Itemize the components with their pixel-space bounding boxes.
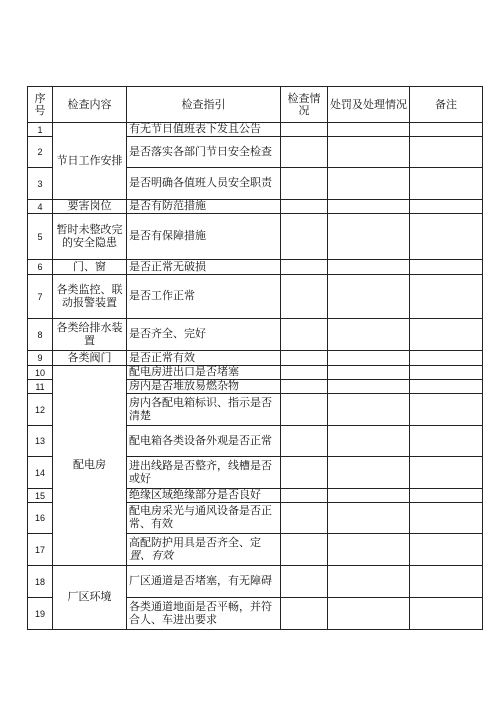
status-cell[interactable] — [281, 137, 328, 168]
action-cell[interactable] — [328, 534, 410, 566]
action-cell[interactable] — [328, 137, 410, 168]
category-cell: 要害岗位 — [53, 200, 127, 214]
table-row — [28, 366, 483, 380]
guide-cell: 配电箱各类设备外观是否正常 — [127, 426, 281, 457]
guide-cell: 进出线路是否整齐，线槽是否或好 — [127, 457, 281, 489]
action-cell[interactable] — [328, 394, 410, 426]
remark-cell[interactable] — [410, 489, 483, 503]
status-cell[interactable] — [281, 351, 328, 366]
status-cell[interactable] — [281, 214, 328, 260]
status-cell[interactable] — [281, 534, 328, 566]
status-cell[interactable] — [281, 260, 328, 275]
table-row — [28, 566, 483, 598]
action-cell[interactable] — [328, 426, 410, 457]
guide-cell: 绝缘区域绝缘部分是否良好 — [127, 489, 281, 503]
header-row — [28, 87, 483, 123]
row-number: 17 — [28, 534, 53, 566]
row-number: 10 — [28, 366, 53, 380]
remark-cell[interactable] — [410, 275, 483, 319]
guide-cell: 房内是否堆放易燃杂物 — [127, 380, 281, 394]
inspection-checklist-table — [27, 86, 483, 630]
remark-cell[interactable] — [410, 598, 483, 630]
table-row — [28, 123, 483, 137]
status-cell[interactable] — [281, 168, 328, 200]
row-number: 6 — [28, 260, 53, 275]
status-cell[interactable] — [281, 275, 328, 319]
guide-cell: 房内各配电箱标识、指示是否清楚 — [127, 394, 281, 426]
action-cell[interactable] — [328, 366, 410, 380]
action-cell[interactable] — [328, 319, 410, 351]
row-number: 19 — [28, 598, 53, 630]
remark-cell[interactable] — [410, 200, 483, 214]
remark-cell[interactable] — [410, 534, 483, 566]
remark-cell[interactable] — [410, 426, 483, 457]
guide-text: 高配防护用具是否齐全、定 — [129, 536, 261, 549]
action-cell[interactable] — [328, 214, 410, 260]
table-row — [28, 214, 483, 260]
action-cell[interactable] — [328, 566, 410, 598]
category-cell: 厂区环境 — [53, 566, 127, 630]
guide-cell: 配电房进出口是否堵塞 — [127, 366, 281, 380]
table-row — [28, 260, 483, 275]
status-cell[interactable] — [281, 566, 328, 598]
guide-cell: 是否齐全、完好 — [127, 319, 281, 351]
action-cell[interactable] — [328, 260, 410, 275]
remark-cell[interactable] — [410, 380, 483, 394]
action-cell[interactable] — [328, 168, 410, 200]
guide-cell — [127, 534, 281, 566]
status-cell[interactable] — [281, 426, 328, 457]
status-cell[interactable] — [281, 489, 328, 503]
header-status: 检查情况 — [281, 87, 328, 123]
action-cell[interactable] — [328, 598, 410, 630]
row-number: 1 — [28, 123, 53, 137]
row-number: 9 — [28, 351, 53, 366]
guide-cell: 是否落实各部门节日安全检查 — [127, 137, 281, 168]
status-cell[interactable] — [281, 319, 328, 351]
guide-cell: 是否有防范措施 — [127, 200, 281, 214]
remark-cell[interactable] — [410, 566, 483, 598]
status-cell[interactable] — [281, 366, 328, 380]
status-cell[interactable] — [281, 380, 328, 394]
table-row — [28, 319, 483, 351]
row-number: 16 — [28, 503, 53, 534]
remark-cell[interactable] — [410, 123, 483, 137]
remark-cell[interactable] — [410, 319, 483, 351]
action-cell[interactable] — [328, 275, 410, 319]
header-guide: 检查指引 — [127, 87, 281, 123]
header-remark: 备注 — [410, 87, 483, 123]
remark-cell[interactable] — [410, 351, 483, 366]
status-cell[interactable] — [281, 394, 328, 426]
row-number: 12 — [28, 394, 53, 426]
header-content: 检查内容 — [53, 87, 127, 123]
category-cell: 暂时未整改完的安全隐患 — [53, 214, 127, 260]
action-cell[interactable] — [328, 123, 410, 137]
row-number: 14 — [28, 457, 53, 489]
guide-cell: 是否正常无破损 — [127, 260, 281, 275]
guide-cell: 是否明确各值班人员安全职责 — [127, 168, 281, 200]
guide-cell: 是否有保障措施 — [127, 214, 281, 260]
category-cell: 各类给排水装置 — [53, 319, 127, 351]
guide-cell: 厂区通道是否堵塞，有无障碍 — [127, 566, 281, 598]
table-row — [28, 200, 483, 214]
status-cell[interactable] — [281, 457, 328, 489]
category-cell: 节日工作安排 — [53, 123, 127, 200]
row-number: 2 — [28, 137, 53, 168]
remark-cell[interactable] — [410, 260, 483, 275]
remark-cell[interactable] — [410, 168, 483, 200]
remark-cell[interactable] — [410, 457, 483, 489]
row-number: 15 — [28, 489, 53, 503]
action-cell[interactable] — [328, 457, 410, 489]
row-number: 8 — [28, 319, 53, 351]
status-cell[interactable] — [281, 200, 328, 214]
category-cell: 配电房 — [53, 366, 127, 566]
action-cell[interactable] — [328, 351, 410, 366]
remark-cell[interactable] — [410, 503, 483, 534]
table-row — [28, 351, 483, 366]
remark-cell[interactable] — [410, 214, 483, 260]
action-cell[interactable] — [328, 200, 410, 214]
status-cell[interactable] — [281, 123, 328, 137]
action-cell[interactable] — [328, 380, 410, 394]
guide-text-italic: 置、有效 — [129, 549, 173, 562]
row-number: 4 — [28, 200, 53, 214]
row-number: 18 — [28, 566, 53, 598]
remark-cell[interactable] — [410, 137, 483, 168]
row-number: 3 — [28, 168, 53, 200]
status-cell[interactable] — [281, 598, 328, 630]
row-number: 13 — [28, 426, 53, 457]
row-number: 7 — [28, 275, 53, 319]
guide-cell: 配电房采光与通风设备是否正常、有效 — [127, 503, 281, 534]
row-number: 11 — [28, 380, 53, 394]
status-cell[interactable] — [281, 503, 328, 534]
row-number: 5 — [28, 214, 53, 260]
category-cell: 各类阀门 — [53, 351, 127, 366]
category-cell: 各类监控、联动报警装置 — [53, 275, 127, 319]
guide-cell: 是否正常有效 — [127, 351, 281, 366]
action-cell[interactable] — [328, 503, 410, 534]
guide-cell: 有无节日值班表下发且公告 — [127, 123, 281, 137]
category-cell: 门、窗 — [53, 260, 127, 275]
guide-cell: 是否工作正常 — [127, 275, 281, 319]
header-seq: 序号 — [28, 87, 53, 123]
header-action: 处罚及处理情况 — [328, 87, 410, 123]
action-cell[interactable] — [328, 489, 410, 503]
table-row — [28, 275, 483, 319]
guide-cell: 各类通道地面是否平畅，并符合人、车进出要求 — [127, 598, 281, 630]
remark-cell[interactable] — [410, 394, 483, 426]
remark-cell[interactable] — [410, 366, 483, 380]
